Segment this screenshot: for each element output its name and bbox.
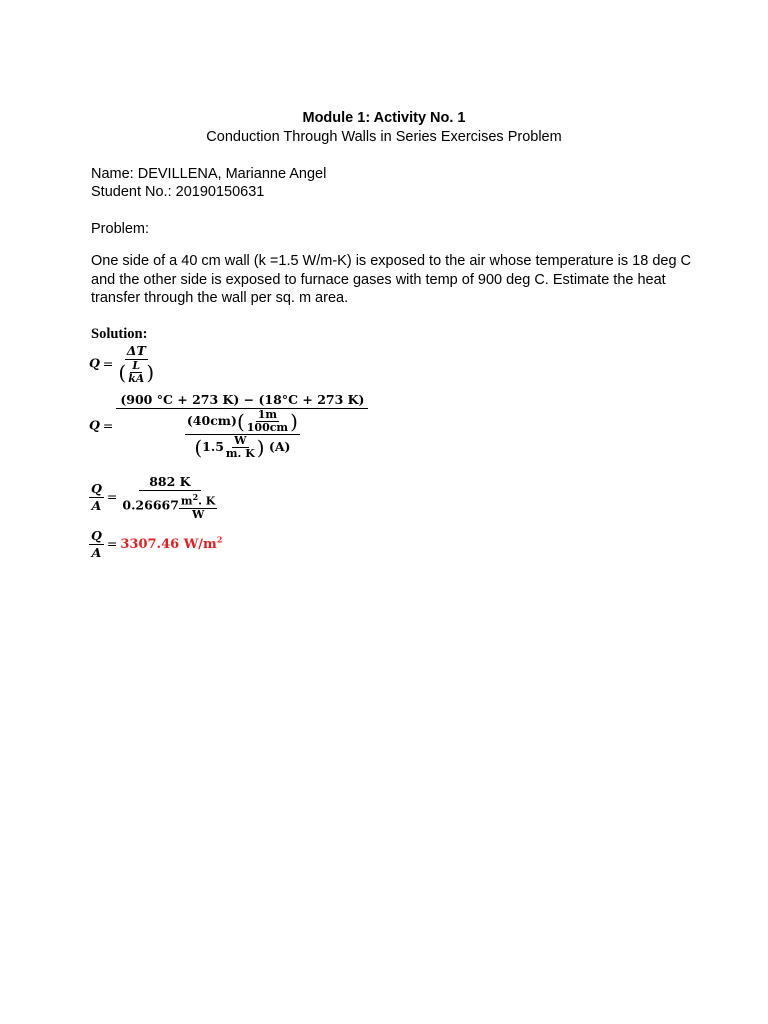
eq2-numerator: (900 °C + 273 K) − (18°C + 273 K) (116, 392, 368, 409)
eq3-den-coef: 0.26667 (122, 497, 179, 513)
equation-3: $\frac{Q}{A}$ = 882 K 0.26667 $\frac{m^2. K}{W}$ (89, 474, 219, 521)
eq2-den-conv-den: 100cm (246, 421, 289, 434)
eq2-fraction (116, 392, 368, 460)
eq3-lhs (89, 481, 104, 514)
equation-4: $\frac{Q}{A}$ = 3307.46 $W/m^2$ (91, 528, 223, 560)
student-name: Name: DEVILLENA, Marianne Angel (91, 166, 327, 182)
document-subtitle: Conduction Through Walls in Series Exercises Problem (206, 129, 562, 145)
eq3-den-unit-num: $m^2$. K (180, 492, 216, 508)
student-number: Student No.: 20190150631 (91, 184, 265, 200)
eq2-den-unit-den: m. K (225, 447, 255, 460)
eq2-den-k: 1.5 (202, 439, 224, 454)
eq2-den-conv-num: 1m (257, 408, 278, 421)
document-title: Module 1: Activity No. 1 (302, 110, 466, 126)
eq1-fraction: ΔT ( $\frac{L}{kA}$ ) (118, 343, 155, 385)
eq3-den-unit-den: W (191, 507, 205, 521)
eq2-lhs: Q (89, 417, 100, 433)
eq3-numerator: 882 K (139, 474, 200, 491)
eq4-result: 3307.46 $W/m^2$ (120, 534, 223, 552)
problem-label: Problem: (91, 221, 150, 237)
eq1-denominator (126, 360, 146, 385)
eq3-fraction (120, 474, 219, 521)
eq1-den-num: L (132, 359, 141, 372)
equation-2: Q = (900 °C + 273 K) − (18°C + 273 K) (40cm)( $\frac{1m}{100cm}$ ) (1.5 $\frac{W}{m. K}$ ) (A) (89, 392, 368, 460)
eq1-den-den: kA (128, 372, 145, 385)
eq3-lhs-num: Q (91, 480, 102, 496)
solution-label: Solution: (91, 326, 148, 342)
problem-statement: One side of a 40 cm wall (k =1.5 W/m-K) is exposed to the air whose temperature is 18 deg C and the other side is exposed to furnace gases with temp of 900 deg C. Estimate the heat transfer through the wall per sq. m area. (91, 253, 692, 306)
eq1-numerator: ΔT (126, 343, 146, 358)
eq4-lhs (89, 528, 104, 561)
eq3-lhs-den: A (91, 497, 102, 513)
equation-1: Q = ΔT ( $\frac{L}{kA}$ ) (89, 343, 155, 385)
eq2-den-unit-num: W (234, 434, 247, 447)
eq4-lhs-num: Q (91, 528, 102, 543)
eq2-denominator: (40cm)( $\frac{1m}{100cm}$ ) (1.5 $\frac{W}{m. K}$ ) (A) (186, 408, 298, 460)
eq4-lhs-den: A (91, 545, 102, 560)
eq1-lhs: Q (89, 355, 100, 371)
eq2-den-area: (A) (268, 439, 291, 454)
eq2-den-length: (40cm) (186, 413, 237, 428)
